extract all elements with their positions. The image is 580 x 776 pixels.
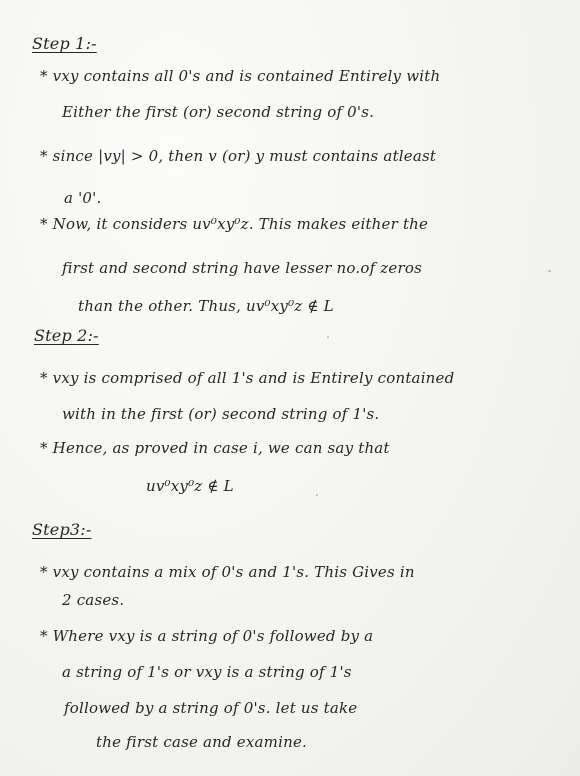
paper-speck: [316, 494, 318, 496]
step-1-line: * vxy contains all 0's and is contained Entirely with: [40, 67, 441, 85]
step-1-line: Either the first (or) second string of 0's.: [62, 103, 375, 121]
step-1-line: a '0'.: [64, 189, 102, 207]
step-3-line: a string of 1's or vxy is a string of 1's: [62, 663, 352, 681]
step-1-line: than the other. Thus, uv⁰xy⁰z ∉ L: [78, 297, 334, 315]
step-3-heading: Step3:-: [32, 520, 92, 539]
step-2-line: uv⁰xy⁰z ∉ L: [146, 477, 234, 495]
step-2-line: * vxy is comprised of all 1's and is Entirely contained: [40, 369, 455, 387]
step-3-line: the first case and examine.: [96, 733, 308, 751]
step-2-heading: Step 2:-: [34, 326, 99, 345]
step-3-line: 2 cases.: [62, 591, 125, 609]
step-3-line: followed by a string of 0's. let us take: [64, 699, 358, 717]
paper-speck: [327, 336, 329, 338]
step-1-line: * since |vy| > 0, then v (or) y must contains atleast: [40, 147, 437, 165]
step-2-line: * Hence, as proved in case i, we can say that: [40, 439, 390, 457]
step-1-line: * Now, it considers uv⁰xy⁰z. This makes either the: [40, 215, 429, 233]
step-1-line: first and second string have lesser no.of zeros: [62, 259, 422, 277]
step-3-line: * vxy contains a mix of 0's and 1's. This Gives in: [40, 563, 415, 581]
step-3-line: * Where vxy is a string of 0's followed by a: [40, 627, 374, 645]
step-1-heading: Step 1:-: [32, 34, 97, 53]
step-2-line: with in the first (or) second string of 1's.: [62, 405, 380, 423]
paper-speck: [548, 270, 551, 272]
